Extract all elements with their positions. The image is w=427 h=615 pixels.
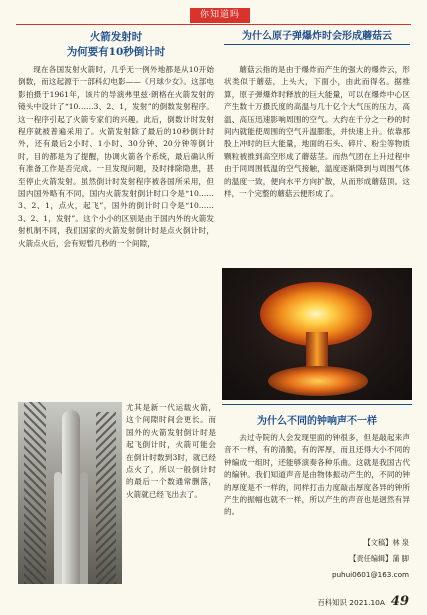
rocket-booster-right bbox=[80, 472, 88, 584]
article2-title: 为什么原子弹爆炸时会形成蘑菇云 bbox=[242, 31, 392, 42]
credit-email: puhui0601@163.com bbox=[331, 570, 409, 579]
mushroom-cloud-photo bbox=[222, 268, 412, 400]
rocket-launch-photo bbox=[18, 402, 122, 584]
launch-tower-right bbox=[96, 412, 116, 584]
article-rocket-countdown bbox=[18, 30, 214, 250]
article2-rule bbox=[224, 44, 410, 45]
article2-body: 蘑菇云指的是由于爆炸而产生的强大的爆炸云，形状类似于蘑菇，上头大，下面小，由此而得名。据推算，原子弹爆炸时释放的巨大能量，可以在爆炸中心区产生数十万摄氏度的高温与几十亿个大气压的压力，高温、高压迅速影响周围的空气。大约在千分之一秒的时间内就能使周围的空气升温膨胀，并快速上升。依靠那股上冲时的巨大能量，地面的石头、碎片、粉尘等物质颗粒被推到高空形成了蘑菇茎。而热气团在上升过程中由于同周围低温的空气接触，温度逐渐降到与周围气体的温度一致，便向水平方向扩散，从而形成蘑菇顶。这样，一个完整的蘑菇云便形成了。 bbox=[224, 65, 410, 199]
article1-body-tail: 尤其是新一代运载火箭，这个间隙时间会更长。而国外的火箭发射倒计时是起飞倒计时，火箭可能会在倒计时数到3时，就已经点火了，所以一般倒计时的最后一个数通常删落，火箭就已经飞出去了。 bbox=[126, 403, 216, 499]
page-footer bbox=[317, 594, 409, 609]
launch-tower-left bbox=[24, 402, 46, 584]
credit-editor: 【责任编辑】蒲 脚 bbox=[349, 554, 409, 563]
page-number: 49 bbox=[390, 594, 409, 609]
rocket-booster-left bbox=[54, 472, 62, 584]
article1-title-line2: 为何要有10秒倒计时 bbox=[66, 46, 166, 58]
mushroom-base bbox=[268, 366, 368, 396]
article1-title-line1: 火箭发射时 bbox=[89, 31, 143, 43]
article3-body: 去过寺院的人会发现里面的钟很多，但是敲起来声音不一样，有的清脆，有的浑厚，而且还得大小不同的钟编成一组时，还能够演奏各种乐曲。这就是我国古代的编钟。我们知道声音是由物体振动产生的，不同的钟的厚度是不一样的，同样打击力度敲击厚度各异的钟所产生的振幅也就不一样，所以产生的声音也是迥然有异的。 bbox=[224, 433, 410, 517]
rocket-core bbox=[62, 410, 80, 584]
article-mushroom-cloud-header bbox=[224, 30, 410, 44]
header-rule bbox=[16, 24, 411, 25]
section-badge: 你知道吗 bbox=[190, 8, 250, 23]
credit-author: 【文稿】林 泉 bbox=[363, 538, 409, 547]
publication-name: 百科知识 2021.10A bbox=[317, 598, 385, 607]
article3-title: 为什么不同的钟响声不一样 bbox=[257, 416, 377, 427]
article1-body: 现在各国发射火箭时，几乎无一例外地都是从10开始倒数，而这起源于一部科幻电影——《月球少女》。这部电影拍摄于1961年，该片的导演弗里兹·朗格在火箭发射的镜头中设计了“10……3、2、1，发射”的倒数发射程序。这一程序引起了火箭专家们的兴趣。此后，倒数计时发射程序就被普遍采用了。火箭发射除了最后的10秒倒计时外，还有最后2小时、1小时、30分钟、20分钟等倒计时，目的都是为了提醒，协调火箭各个系统，最后确认所有准备工作是否完成。一旦发现问题，及时排除隐患，甚至停止火箭发射。虽然倒计时发射程序被各国所采用，但国内国外略有不同，国内火箭发射倒计时口令是“10……3、2、1，点火，起飞”，国外的倒计时口令是“10……3、2、1，发射”。这个小小的区别是由于国内外的火箭发射机制不同，我们国家的火箭发射倒计时是点火倒计时，火箭点火后，会有短暂几秒的一个间隙， bbox=[18, 65, 214, 248]
